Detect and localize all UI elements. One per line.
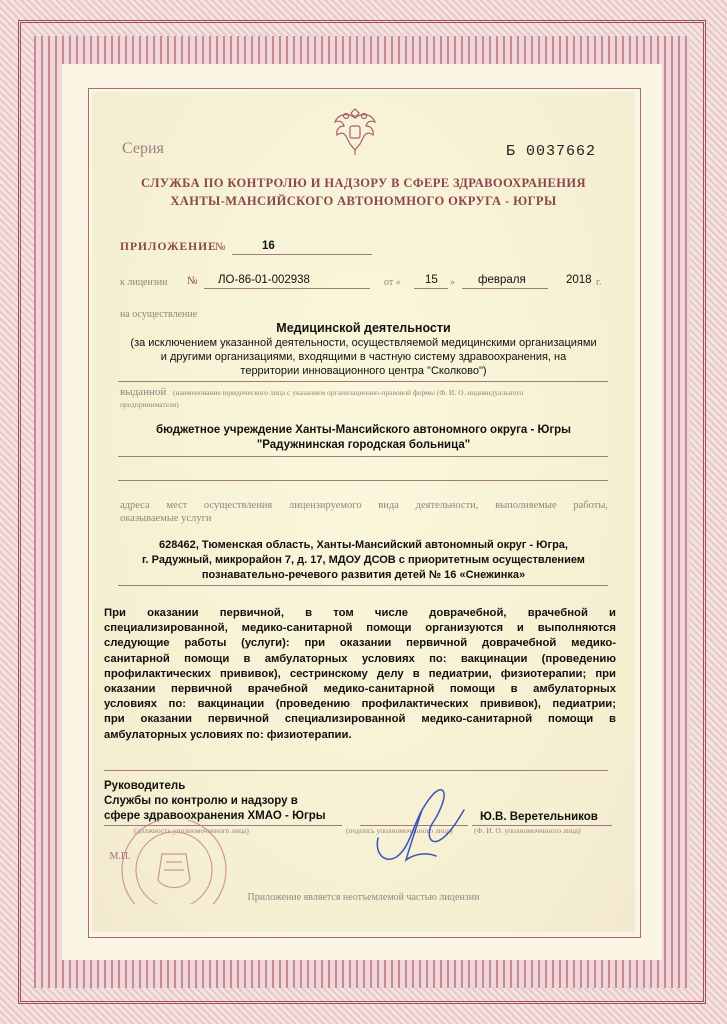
license-year-suffix: г. [596,277,602,288]
addresses-underline [118,585,608,586]
signatory-position [104,779,326,824]
signatory-name: Ю.В. Веретельников [480,811,598,823]
footer-note: Приложение является неотъемлемой частью лицензии [247,892,480,903]
series-label: Серия [122,140,164,157]
license-day: 15 [425,274,438,286]
license-day-underline [414,288,448,289]
license-month: февраля [478,274,526,286]
works-underline [104,770,608,771]
license-no-sign: № [187,275,198,287]
hint-sign: (подпись уполномоченного лица) [346,826,453,835]
issued-org-line-1: бюджетное учреждение Ханты-Мансийского автономного округа - Югры [155,424,571,436]
issued-underline [118,456,608,457]
activity-label: на осуществление [120,309,198,320]
agency-line-1: СЛУЖБА ПО КОНТРОЛЮ И НАДЗОРУ В СФЕРЕ ЗДРАВООХРАНЕНИЯ [141,176,586,190]
agency-line-2: ХАНТЫ-МАНСИЙСКОГО АВТОНОМНОГО ОКРУГА - ЮГРЫ [170,194,557,208]
issued-hint-line-1: (наименование юридического лица с указанием организационно-правовой формы (Ф. И. О. индивидуального [173,388,524,397]
address-line-2: г. Радужный, микрорайон 7, д. 17, МДОУ ДСОВ с приоритетным осуществлением [142,554,585,566]
works-text [104,606,616,743]
appendix-number: 16 [262,240,275,252]
works-line-6: оказании первичной врачебной медико-санитарной помощи в амбулаторных [104,683,616,696]
addresses-label-line-1: адреса мест осуществления лицензируемого вида деятельности, выполняемые работы, [120,500,608,511]
works-line-2: специализированной, медико-санитарной помощи организуются и выполняются [104,622,616,635]
license-month-underline [462,288,548,289]
appendix-no-sign: № [215,241,226,253]
hint-name: (Ф. И. О. уполномоченного лица) [474,826,581,835]
address-line-3: познавательно-речевого развития детей № 16 «Снежинка» [201,569,526,581]
address-line-1: 628462, Тюменская область, Ханты-Мансийский автономный округ - Югра, [159,539,568,551]
activity-underline [118,381,608,382]
license-year: 2018 [566,274,592,286]
activity-title: Медицинской деятельности [276,321,451,335]
works-line-8: при оказании первичной специализированной медико-санитарной помощи в [104,713,616,726]
series-number: Б 0037662 [506,143,597,160]
works-line-9: амбулаторных условиях по: физиотерапии. [104,728,352,741]
works-line-4: санитарной помощи в амбулаторных условиях по: вакцинации (проведению [104,652,616,665]
activity-line-3: территории инновационного центра "Сколково") [240,365,487,377]
addresses-label-line-2: оказываемые услуги [120,513,212,524]
license-number: ЛО-86-01-002938 [218,274,310,286]
handwritten-signature [370,780,480,875]
license-label: к лицензии [120,277,168,288]
works-line-5: профилактических прививок), сестринскому делу в педиатрии, физиотерапии; при [104,667,616,680]
issued-label: выданной [120,386,167,398]
works-line-1: При оказании первичной, в том числе доврачебной, врачебной и [104,607,616,619]
works-line-7: условиях по: вакцинации (проведению профилактических прививок), педиатрии; [104,698,616,711]
signatory-position-line-2: Службы по контролю и надзору в [104,795,298,807]
appendix-label: ПРИЛОЖЕНИЕ [120,241,217,253]
signatory-position-line-1: Руководитель [104,780,186,792]
issued-org-line-2: "Радужнинская городская больница" [256,439,471,451]
activity-line-1: (за исключением указанной деятельности, осуществляемой медицинскими организациями [130,337,597,349]
issued-underline-2 [118,480,608,481]
license-number-underline [204,288,370,289]
license-from-label: от « [384,277,401,288]
appendix-underline [232,254,372,255]
hint-position: (должность уполномоченного лица) [134,826,249,835]
stamp-label: М.П. [109,851,131,862]
activity-line-2: и другими организациями, входящими в частную систему здравоохранения, на [160,351,567,363]
license-close-quote: » [450,277,455,288]
signatory-position-line-3: сфере здравоохранения ХМАО - Югры [104,810,326,822]
coat-of-arms-icon [330,108,380,156]
issued-hint-line-2: предпринимателя) [120,400,179,409]
works-line-3: следующие работы (услуги): при оказании первичной доврачебной медико- [104,637,616,650]
